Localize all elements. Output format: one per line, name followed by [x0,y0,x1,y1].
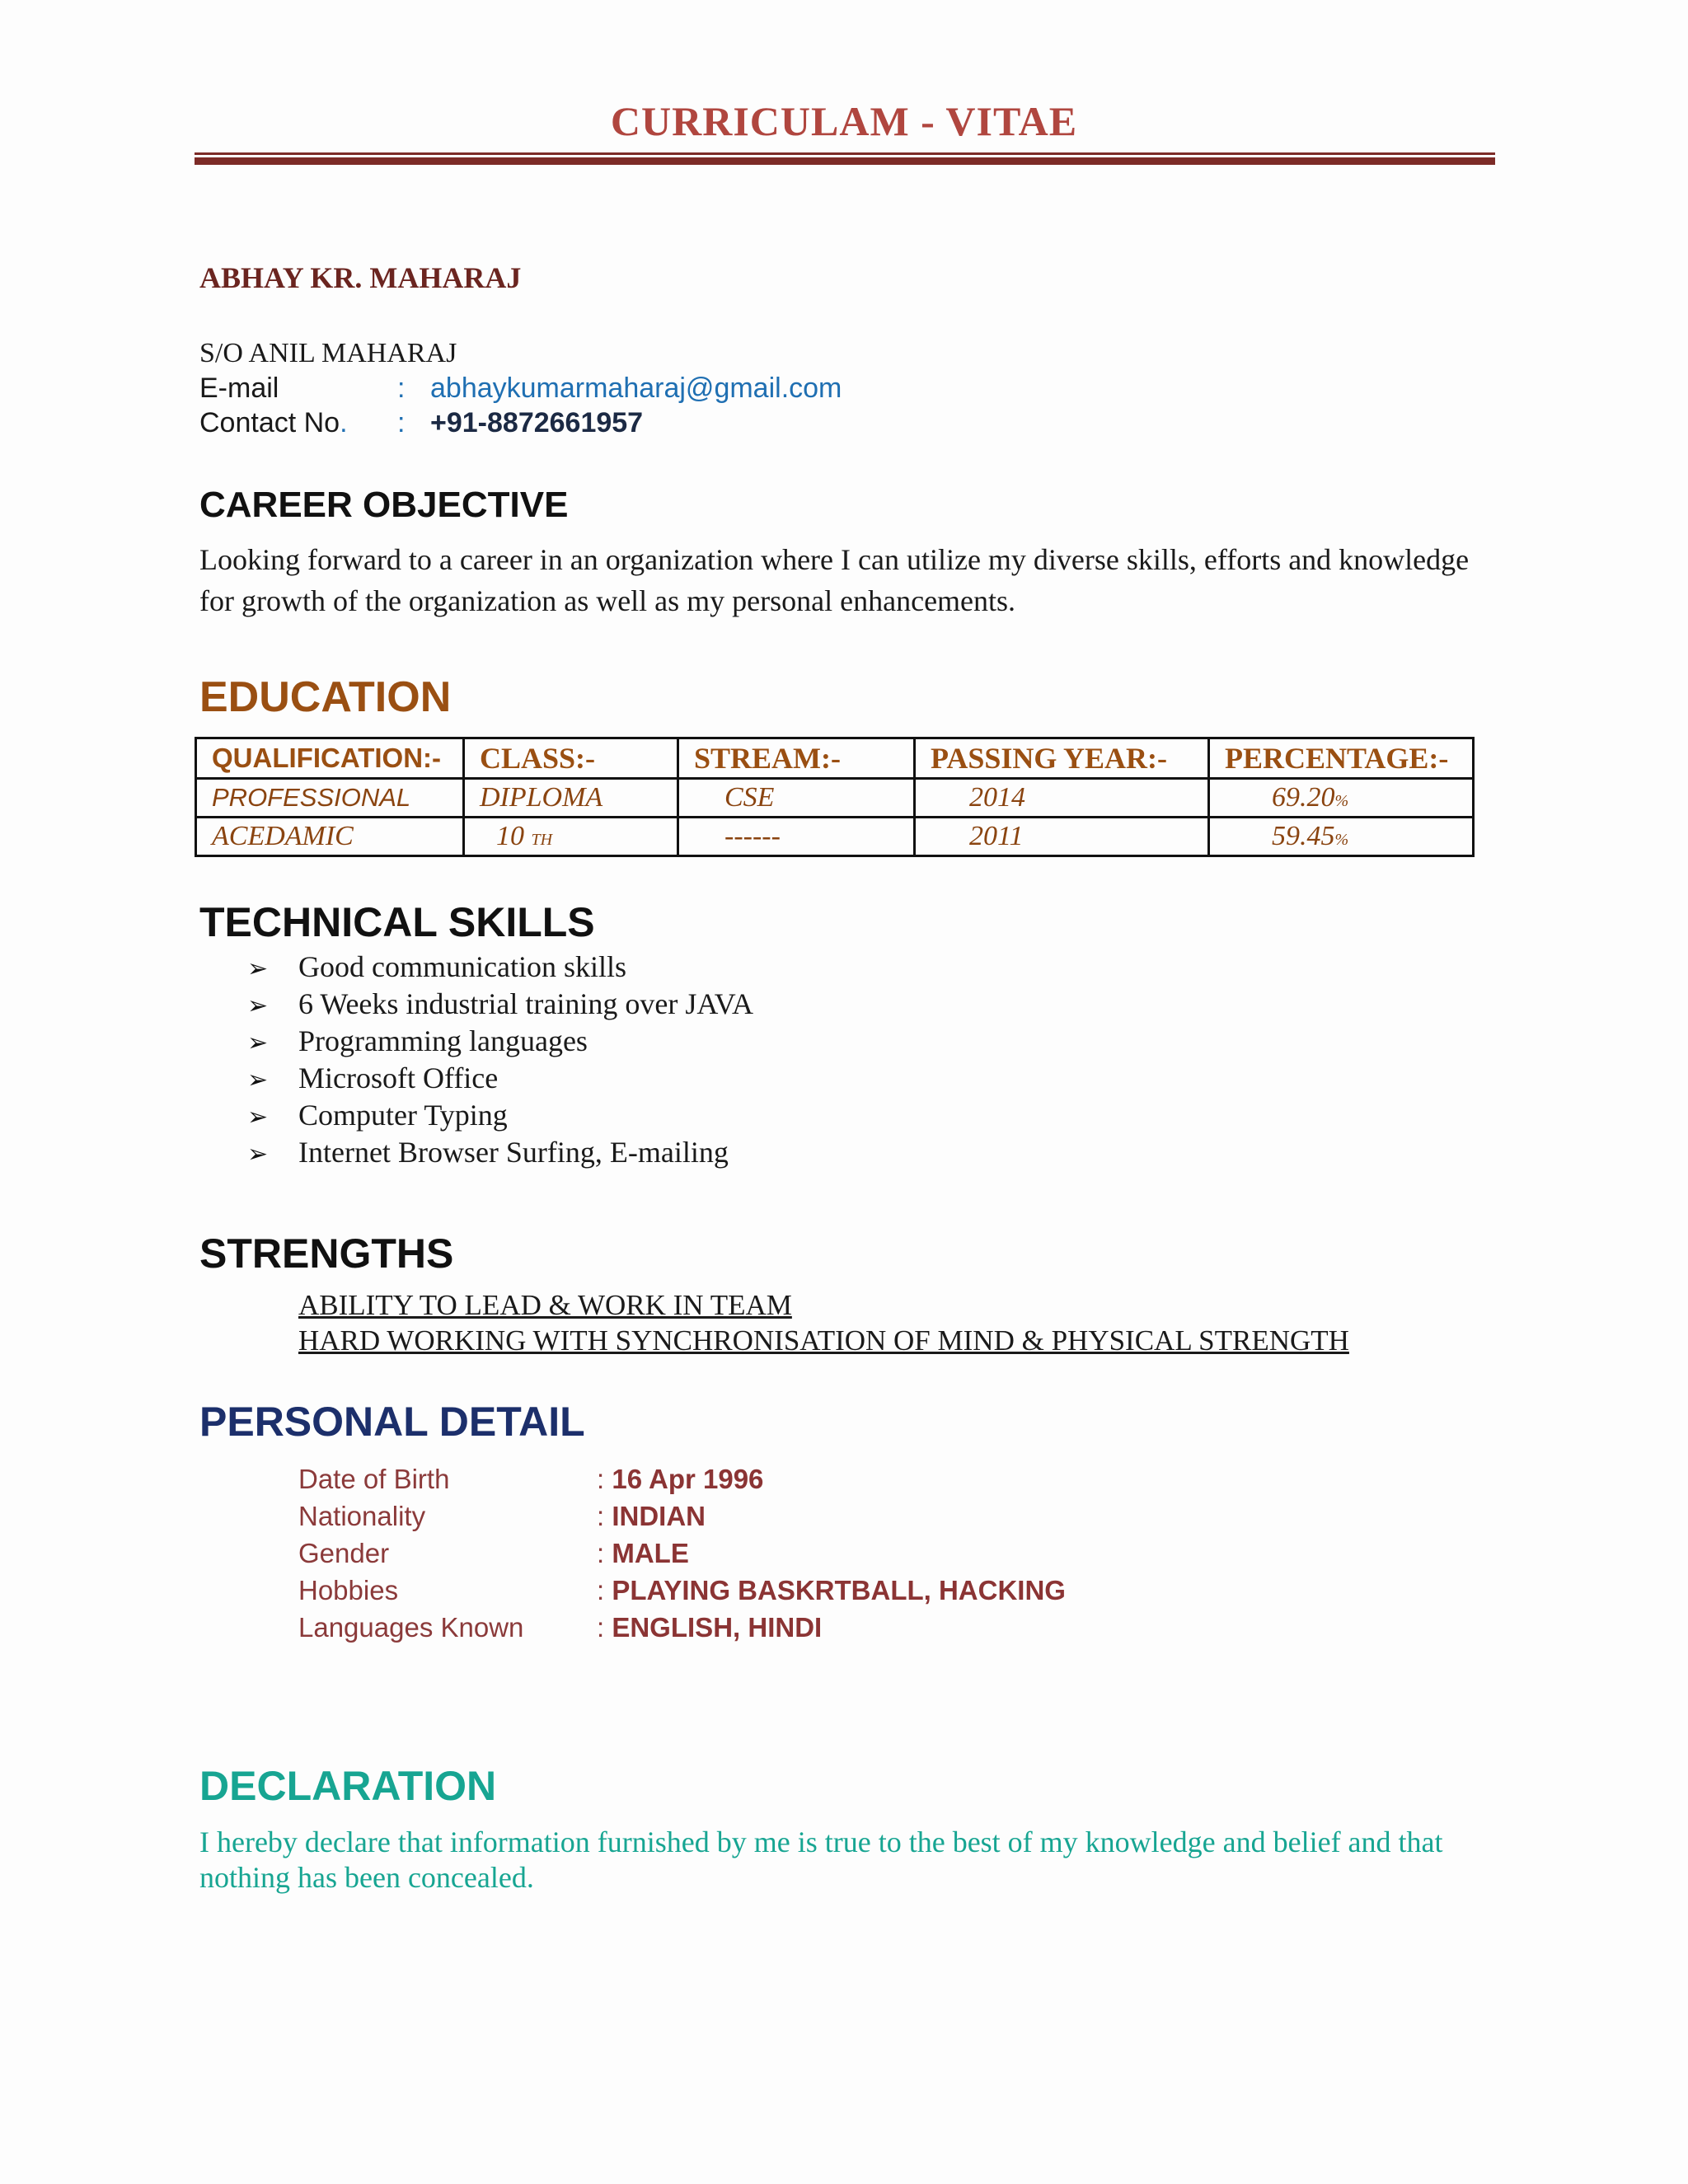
strengths-heading: STRENGTHS [199,1230,454,1277]
qualification-cell: ACEDAMIC [196,818,464,856]
detail-row [298,1535,1066,1572]
class-suffix: TH [531,831,553,849]
email-label: E-mail [199,373,279,404]
detail-colon: : [597,1464,605,1494]
detail-row [298,1497,1066,1535]
arrow-bullet-icon: ➢ [247,1103,269,1132]
percentage-value: 59.45 [1272,821,1335,851]
detail-colon: : [597,1575,605,1605]
detail-row [298,1460,1066,1497]
header-class: CLASS:- [464,738,678,779]
education-table [195,737,1475,857]
detail-row [298,1572,1066,1609]
list-item [247,1024,753,1061]
list-item [247,949,753,987]
table-row [196,779,1474,818]
list-item [247,1061,753,1098]
technical-skills-list [247,949,753,1172]
arrow-bullet-icon: ➢ [247,1140,269,1169]
percentage-value: 69.20 [1272,782,1335,813]
technical-skills-heading: TECHNICAL SKILLS [199,899,595,945]
class-value: 10 [496,821,524,851]
detail-row [298,1609,1066,1646]
percentage-cell [1209,779,1474,818]
phone-label-dot: . [340,407,348,438]
relation-line: S/O ANIL MAHARAJ [199,338,457,368]
career-objective-heading: CAREER OBJECTIVE [199,485,569,525]
year-cell: 2014 [915,779,1209,818]
detail-value: 16 Apr 1996 [612,1464,764,1494]
skill-text: Microsoft Office [298,1062,499,1094]
detail-label: Gender [298,1538,390,1568]
skill-text: Good communication skills [298,950,626,983]
declaration-heading: DECLARATION [199,1763,497,1809]
email-row [199,373,842,405]
header-percentage: PERCENTAGE:- [1209,738,1474,779]
class-value: DIPLOMA [480,782,603,813]
skill-text: 6 Weeks industrial training over JAVA [298,987,754,1020]
detail-value: INDIAN [612,1501,706,1531]
skill-text: Programming languages [298,1024,588,1057]
percentage-cell [1209,818,1474,856]
document-title: CURRICULAM - VITAE [610,98,1078,144]
class-cell [464,818,678,856]
year-cell: 2011 [915,818,1209,856]
title-rule-thin [195,152,1495,155]
strengths-list [298,1287,1349,1358]
detail-value: PLAYING BASKRTBALL, HACKING [612,1575,1066,1605]
list-item: HARD WORKING WITH SYNCHRONISATION OF MIND & PHYSICAL STRENGTH [298,1324,1349,1357]
arrow-bullet-icon: ➢ [247,1066,269,1094]
list-item [247,1098,753,1135]
phone-label-wrap [199,407,397,439]
career-objective-text: Looking forward to a career in an organization where I can utilize my diverse skills, efforts and knowledge for growth of the organization as well as my personal enhancements. [199,543,1470,617]
header-passing-year: PASSING YEAR:- [915,738,1209,779]
detail-colon: : [597,1612,605,1643]
education-header-row [196,738,1474,779]
percent-sign: % [1334,831,1349,849]
phone-row [199,407,643,439]
percent-sign: % [1334,792,1349,810]
arrow-bullet-icon: ➢ [247,954,269,983]
detail-label: Hobbies [298,1575,399,1605]
declaration-text: I hereby declare that information furnished by me is true to the best of my knowledge and belief and that nothing has been concealed. [199,1825,1443,1894]
phone-number: +91-8872661957 [430,407,644,438]
qualification-cell: PROFESSIONAL [196,779,464,818]
email-colon: : [397,373,406,404]
title-rule-thick [195,157,1495,165]
detail-value: ENGLISH, HINDI [612,1612,823,1643]
class-cell [464,779,678,818]
arrow-bullet-icon: ➢ [247,1029,269,1057]
header-stream: STREAM:- [678,738,915,779]
email-link[interactable]: abhaykumarmaharaj@gmail.com [430,373,842,404]
detail-label: Nationality [298,1501,426,1531]
personal-detail-heading: PERSONAL DETAIL [199,1399,585,1445]
list-item: ABILITY TO LEAD & WORK IN TEAM [298,1289,792,1321]
list-item [247,1135,753,1172]
header-qualification: QUALIFICATION:- [196,738,464,779]
phone-colon: : [397,407,406,438]
stream-cell: CSE [678,779,915,818]
personal-detail-list [298,1460,1066,1646]
education-heading: EDUCATION [199,673,452,721]
detail-label: Date of Birth [298,1464,450,1494]
arrow-bullet-icon: ➢ [247,991,269,1020]
detail-value: MALE [612,1538,689,1568]
detail-colon: : [597,1538,605,1568]
detail-colon: : [597,1501,605,1531]
skill-text: Internet Browser Surfing, E-mailing [298,1136,729,1169]
list-item [247,987,753,1024]
stream-cell: ------ [678,818,915,856]
skill-text: Computer Typing [298,1099,508,1132]
phone-label: Contact No [199,407,340,438]
candidate-name: ABHAY KR. MAHARAJ [199,261,522,294]
detail-label: Languages Known [298,1612,524,1643]
table-row [196,818,1474,856]
